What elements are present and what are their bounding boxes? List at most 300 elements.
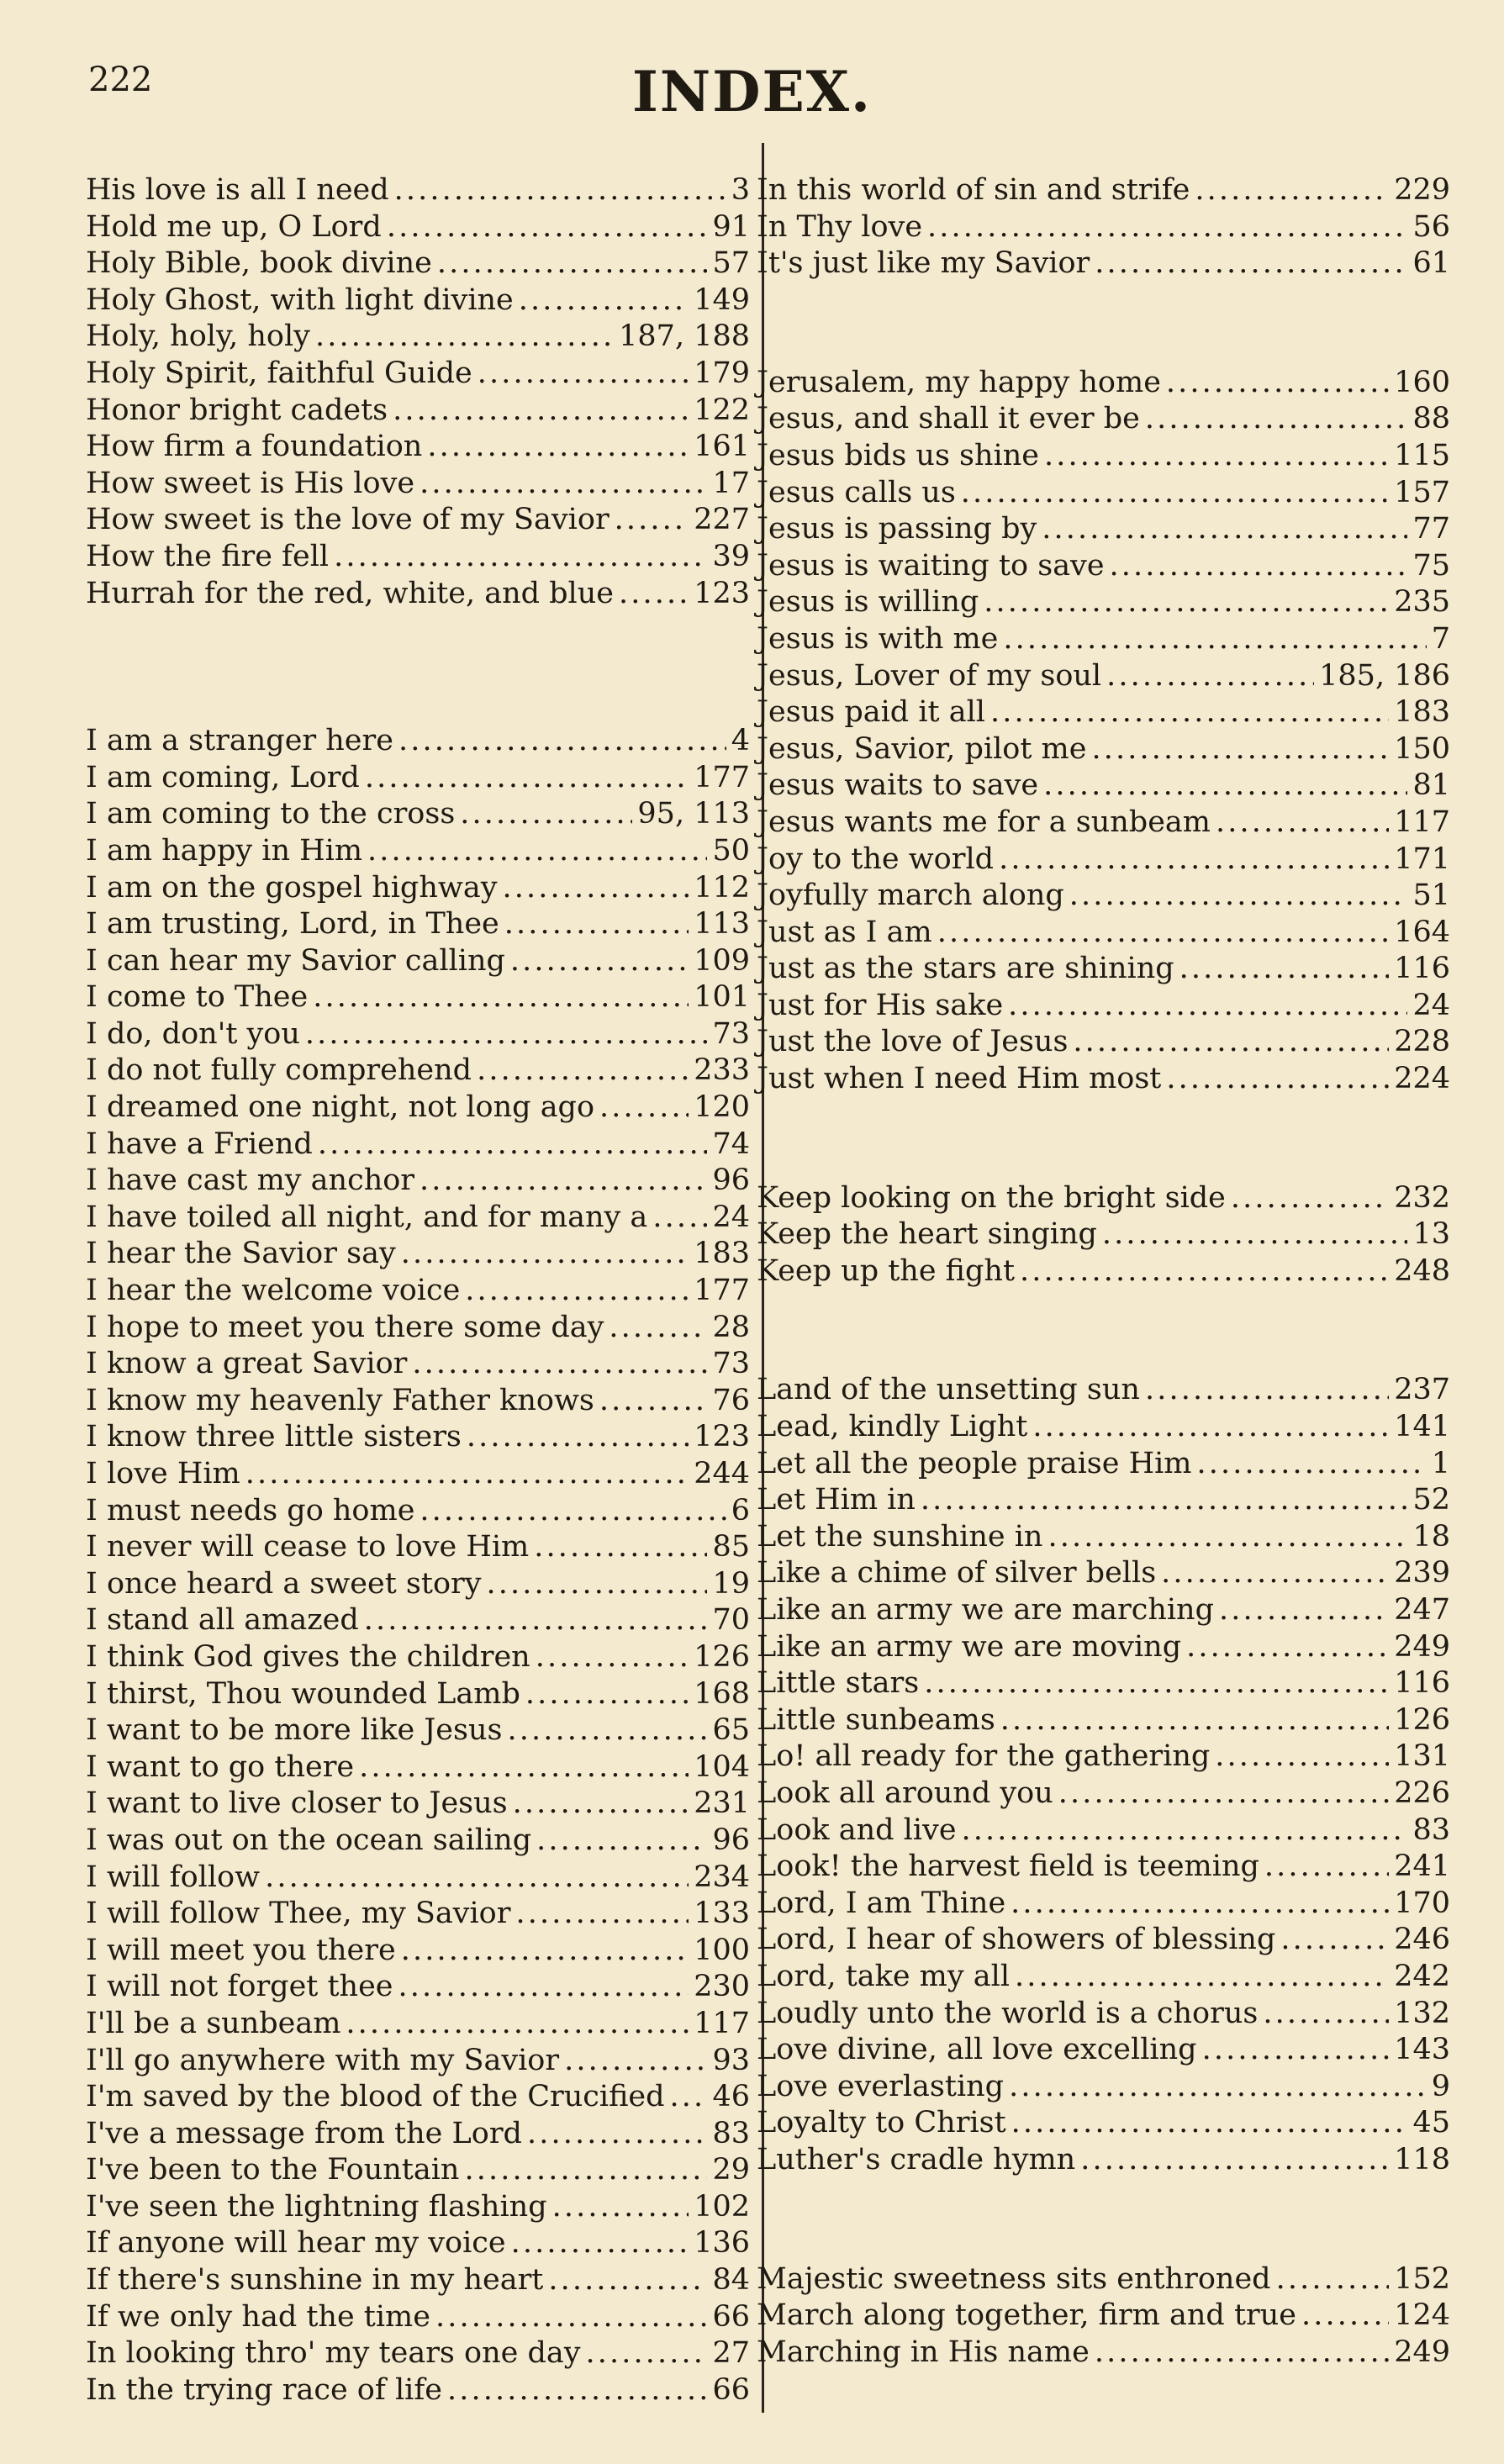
hymn-number: 242 bbox=[1394, 1959, 1450, 1993]
index-entry bbox=[757, 878, 1450, 915]
hymn-title: I do, don't you bbox=[86, 1016, 300, 1051]
hymn-number: 29 bbox=[712, 2153, 750, 2187]
hymn-title: Marching in His name bbox=[757, 2335, 1090, 2369]
leader-dots bbox=[1011, 1886, 1389, 1923]
leader-dots bbox=[1091, 731, 1389, 768]
hymn-title: I can hear my Savior calling bbox=[86, 943, 505, 978]
leader-dots bbox=[961, 475, 1389, 512]
hymn-title: Jerusalem, my happy home bbox=[757, 365, 1161, 399]
hymn-number: 76 bbox=[712, 1383, 750, 1417]
hymn-number: 109 bbox=[694, 943, 750, 978]
hymn-title: I will follow bbox=[86, 1860, 261, 1894]
hymn-number: 124 bbox=[1394, 2298, 1450, 2333]
leader-dots bbox=[1161, 1555, 1389, 1592]
leader-dots bbox=[420, 1493, 726, 1530]
leader-dots bbox=[548, 2262, 707, 2299]
leader-dots bbox=[1058, 1775, 1389, 1812]
hymn-title: I will follow Thee, my Savior bbox=[86, 1897, 511, 1931]
hymn-title: Hurrah for the red, white, and blue bbox=[86, 576, 615, 610]
leader-dots bbox=[599, 1383, 708, 1420]
leader-dots bbox=[513, 1786, 689, 1823]
hymn-title: Majestic sweetness sits enthroned bbox=[757, 2261, 1271, 2296]
hymn-number: 91 bbox=[712, 209, 750, 244]
hymn-title: Jesus wants me for a sunbeam bbox=[757, 805, 1211, 839]
leader-dots bbox=[619, 576, 689, 613]
leader-dots bbox=[315, 319, 614, 356]
hymn-number: 51 bbox=[1412, 878, 1450, 913]
leader-dots bbox=[927, 209, 1407, 246]
index-entry bbox=[757, 2335, 1450, 2372]
index-entry bbox=[757, 1372, 1450, 1409]
hymn-number: 117 bbox=[694, 2006, 750, 2040]
index-entry bbox=[757, 1849, 1450, 1886]
leader-dots bbox=[1095, 245, 1407, 282]
hymn-title: I think God gives the children bbox=[86, 1639, 530, 1674]
hymn-title: Let all the people praise Him bbox=[757, 1446, 1192, 1480]
index-entry bbox=[757, 1996, 1450, 2033]
index-entry bbox=[757, 1180, 1450, 1217]
index-entry bbox=[86, 539, 750, 576]
leader-dots bbox=[984, 584, 1389, 621]
index-entry bbox=[86, 429, 750, 466]
index-entry bbox=[86, 1493, 750, 1530]
leader-dots bbox=[1095, 2335, 1389, 2372]
leader-dots bbox=[1179, 951, 1390, 988]
leader-dots bbox=[615, 502, 689, 539]
index-entry bbox=[86, 2079, 750, 2116]
index-entry bbox=[86, 2152, 750, 2189]
hymn-number: 122 bbox=[694, 393, 750, 427]
leader-dots bbox=[412, 1346, 707, 1383]
index-entry bbox=[86, 760, 750, 797]
hymn-title: Little sunbeams bbox=[757, 1702, 995, 1737]
hymn-title: I hear the welcome voice bbox=[86, 1274, 461, 1308]
index-entry bbox=[757, 951, 1450, 988]
hymn-title: I am trusting, Lord, in Thee bbox=[86, 907, 499, 942]
leader-dots bbox=[1043, 768, 1407, 805]
index-entry bbox=[757, 768, 1450, 805]
index-entry bbox=[86, 2335, 750, 2372]
index-entry bbox=[757, 1482, 1450, 1519]
hymn-number: 24 bbox=[1412, 988, 1450, 1022]
leader-dots bbox=[1280, 1922, 1389, 1959]
hymn-title: How firm a foundation bbox=[86, 430, 423, 464]
leader-dots bbox=[359, 1749, 689, 1786]
hymn-number: 171 bbox=[1394, 842, 1450, 876]
hymn-title: I've seen the lightning flashing bbox=[86, 2189, 547, 2224]
hymn-number: 93 bbox=[712, 2043, 750, 2077]
hymn-number: 96 bbox=[712, 1823, 750, 1857]
hymn-number: 116 bbox=[1394, 1666, 1450, 1701]
hymn-title: Jesus is waiting to save bbox=[757, 548, 1105, 583]
hymn-number: 187, 188 bbox=[619, 319, 750, 354]
index-entry bbox=[86, 393, 750, 430]
hymn-title: I have toiled all night, and for many a bbox=[86, 1200, 648, 1234]
hymn-number: 179 bbox=[694, 356, 750, 390]
hymn-title: If anyone will hear my voice bbox=[86, 2226, 506, 2261]
index-entry bbox=[757, 1922, 1450, 1959]
hymn-title: Let the sunshine in bbox=[757, 1519, 1043, 1554]
group-spacer bbox=[757, 1290, 1450, 1372]
hymn-title: Honor bright cadets bbox=[86, 393, 388, 427]
hymn-number: 177 bbox=[694, 760, 750, 794]
index-entry bbox=[86, 870, 750, 907]
leader-dots bbox=[534, 1529, 707, 1566]
hymn-title: I'll go anywhere with my Savior bbox=[86, 2043, 560, 2077]
hymn-number: 232 bbox=[1394, 1180, 1450, 1215]
index-entry bbox=[757, 1812, 1450, 1849]
index-entry bbox=[86, 1639, 750, 1676]
index-entry bbox=[86, 2006, 750, 2043]
hymn-title: Lo! all ready for the gathering bbox=[757, 1739, 1211, 1774]
hymn-number: 46 bbox=[712, 2080, 750, 2114]
hymn-number: 113 bbox=[694, 907, 750, 942]
hymn-number: 18 bbox=[1412, 1519, 1450, 1554]
leader-dots bbox=[487, 1566, 708, 1603]
leader-dots bbox=[1080, 2142, 1389, 2179]
hymn-title: Just for His sake bbox=[757, 988, 1004, 1022]
hymn-number: 229 bbox=[1394, 173, 1450, 207]
leader-dots bbox=[1145, 1372, 1389, 1409]
hymn-title: Lead, kindly Light bbox=[757, 1410, 1028, 1444]
index-entry bbox=[86, 1090, 750, 1126]
hymn-number: 244 bbox=[694, 1457, 750, 1491]
leader-dots bbox=[652, 1200, 707, 1237]
hymn-title: I was out on the ocean sailing bbox=[86, 1823, 532, 1857]
leader-dots bbox=[427, 429, 689, 466]
hymn-title: I will meet you there bbox=[86, 1933, 396, 1967]
hymn-number: 136 bbox=[694, 2226, 750, 2261]
hymn-title: Holy Bible, book divine bbox=[86, 246, 432, 281]
index-entry bbox=[86, 2372, 750, 2409]
leader-dots bbox=[999, 842, 1389, 878]
hymn-number: 61 bbox=[1412, 246, 1450, 281]
index-group bbox=[757, 1372, 1450, 2178]
leader-dots bbox=[1166, 1061, 1389, 1098]
leader-dots bbox=[1102, 1216, 1408, 1253]
leader-dots bbox=[1048, 1519, 1407, 1556]
index-entry bbox=[757, 1775, 1450, 1812]
hymn-title: March along together, firm and true bbox=[757, 2298, 1296, 2333]
leader-dots bbox=[447, 2372, 707, 2409]
hymn-title: If there's sunshine in my heart bbox=[86, 2263, 544, 2298]
hymn-number: 164 bbox=[1394, 915, 1450, 949]
leader-dots bbox=[460, 796, 632, 833]
hymn-number: 126 bbox=[694, 1639, 750, 1674]
index-entry bbox=[757, 2298, 1450, 2335]
index-entry bbox=[757, 805, 1450, 842]
index-entry bbox=[86, 2225, 750, 2262]
hymn-title: Like an army we are moving bbox=[757, 1629, 1182, 1664]
leader-dots bbox=[1219, 1592, 1389, 1629]
index-entry bbox=[86, 2043, 750, 2080]
leader-dots bbox=[305, 1016, 708, 1053]
index-entry bbox=[86, 2189, 750, 2226]
hymn-title: Like a chime of silver bells bbox=[757, 1556, 1157, 1591]
leader-dots bbox=[464, 2152, 707, 2189]
hymn-title: Love divine, all love excelling bbox=[757, 2033, 1197, 2067]
index-entry bbox=[757, 548, 1450, 585]
hymn-number: 45 bbox=[1412, 2106, 1450, 2140]
hymn-number: 115 bbox=[1394, 438, 1450, 472]
hymn-number: 241 bbox=[1394, 1849, 1450, 1884]
index-entry bbox=[86, 1310, 750, 1347]
leader-dots bbox=[478, 356, 689, 393]
hymn-title: Luther's cradle hymn bbox=[757, 2142, 1076, 2176]
hymn-title: I've a message from the Lord bbox=[86, 2116, 522, 2150]
leader-dots bbox=[1231, 1180, 1389, 1217]
hymn-title: If we only had the time bbox=[86, 2299, 430, 2334]
hymn-number: 177 bbox=[694, 1274, 750, 1308]
hymn-title: Look all around you bbox=[757, 1775, 1053, 1810]
hymn-title: I am coming to the cross bbox=[86, 797, 456, 831]
leader-dots bbox=[393, 393, 689, 430]
index-entry bbox=[757, 2261, 1450, 2298]
index-group bbox=[757, 172, 1450, 282]
index-entry bbox=[757, 1739, 1450, 1775]
hymn-number: 24 bbox=[712, 1200, 750, 1234]
hymn-title: I have cast my anchor bbox=[86, 1163, 415, 1198]
hymn-number: 143 bbox=[1394, 2033, 1450, 2067]
hymn-title: I know my heavenly Father knows bbox=[86, 1383, 594, 1417]
hymn-title: Lord, I am Thine bbox=[757, 1886, 1006, 1920]
leader-dots bbox=[420, 466, 707, 503]
leader-dots bbox=[1110, 548, 1408, 585]
index-entry bbox=[86, 979, 750, 1016]
hymn-title: Lord, take my all bbox=[757, 1959, 1011, 1993]
index-entry bbox=[757, 245, 1450, 282]
hymn-number: 157 bbox=[1394, 475, 1450, 509]
index-entry bbox=[757, 731, 1450, 768]
hymn-title: How sweet is the love of my Savior bbox=[86, 503, 610, 537]
index-entry bbox=[86, 466, 750, 503]
hymn-title: I want to live closer to Jesus bbox=[86, 1786, 508, 1821]
index-entry bbox=[86, 1200, 750, 1237]
leader-dots bbox=[420, 1163, 707, 1200]
group-spacer bbox=[757, 2179, 1450, 2261]
index-entry bbox=[86, 2299, 750, 2336]
leader-dots bbox=[1000, 1702, 1389, 1739]
hymn-number: 56 bbox=[1412, 209, 1450, 244]
hymn-title: Keep the heart singing bbox=[757, 1217, 1097, 1252]
group-spacer bbox=[86, 612, 750, 723]
hymn-number: 123 bbox=[694, 576, 750, 610]
hymn-number: 112 bbox=[694, 870, 750, 905]
hymn-title: In Thy love bbox=[757, 209, 923, 244]
hymn-title: Jesus waits to save bbox=[757, 768, 1039, 803]
leader-dots bbox=[1166, 365, 1389, 402]
hymn-number: 19 bbox=[712, 1566, 750, 1601]
hymn-number: 224 bbox=[1394, 1062, 1450, 1096]
index-entry bbox=[757, 209, 1450, 246]
index-group bbox=[757, 1180, 1450, 1290]
hymn-title: Joy to the world bbox=[757, 842, 995, 876]
leader-dots bbox=[527, 2116, 708, 2153]
leader-dots bbox=[519, 282, 689, 319]
hymn-number: 28 bbox=[712, 1310, 750, 1344]
hymn-number: 70 bbox=[712, 1603, 750, 1638]
hymn-number: 65 bbox=[712, 1713, 750, 1748]
hymn-title: Just as the stars are shining bbox=[757, 952, 1174, 986]
hymn-number: 117 bbox=[1394, 805, 1450, 839]
hymn-number: 66 bbox=[712, 2299, 750, 2334]
hymn-title: Hold me up, O Lord bbox=[86, 209, 382, 244]
hymn-number: 132 bbox=[1394, 1996, 1450, 2030]
hymn-title: Keep up the fight bbox=[757, 1253, 1016, 1288]
hymn-title: Jesus, and shall it ever be bbox=[757, 402, 1140, 436]
hymn-number: 226 bbox=[1394, 1775, 1450, 1810]
hymn-number: 228 bbox=[1394, 1025, 1450, 1059]
hymn-title: Jesus bids us shine bbox=[757, 438, 1040, 472]
group-spacer bbox=[757, 282, 1450, 365]
hymn-title: Loudly unto the world is a chorus bbox=[757, 1996, 1259, 2030]
index-entry bbox=[757, 2032, 1450, 2069]
index-entry bbox=[86, 1419, 750, 1456]
hymn-number: 7 bbox=[1431, 621, 1450, 656]
hymn-number: 13 bbox=[1412, 1217, 1450, 1252]
index-entry bbox=[757, 915, 1450, 952]
hymn-title: I have a Friend bbox=[86, 1126, 313, 1161]
index-entry bbox=[757, 1886, 1450, 1923]
hymn-number: 50 bbox=[712, 833, 750, 868]
index-entry bbox=[757, 475, 1450, 512]
hymn-number: 81 bbox=[1412, 768, 1450, 803]
leader-dots bbox=[1195, 172, 1389, 209]
hymn-number: 73 bbox=[712, 1347, 750, 1381]
index-group bbox=[86, 723, 750, 2409]
hymn-title: Jesus, Lover of my soul bbox=[757, 658, 1102, 693]
index-entry bbox=[86, 1163, 750, 1200]
hymn-number: 73 bbox=[712, 1016, 750, 1051]
hymn-number: 183 bbox=[694, 1237, 750, 1271]
hymn-title: I want to go there bbox=[86, 1749, 355, 1784]
hymn-number: 168 bbox=[694, 1676, 750, 1711]
hymn-title: I want to be more like Jesus bbox=[86, 1713, 503, 1748]
index-entry bbox=[86, 502, 750, 539]
hymn-number: 235 bbox=[1394, 585, 1450, 620]
hymn-title: Lord, I hear of showers of blessing bbox=[757, 1923, 1276, 1957]
hymn-number: 152 bbox=[1394, 2261, 1450, 2296]
index-entry bbox=[757, 988, 1450, 1025]
index-entry bbox=[86, 1896, 750, 1933]
leader-dots bbox=[1215, 1739, 1389, 1775]
hymn-title: Love everlasting bbox=[757, 2069, 1005, 2103]
hymn-number: 83 bbox=[712, 2116, 750, 2150]
leader-dots bbox=[962, 1812, 1408, 1849]
leader-dots bbox=[398, 1969, 689, 2006]
index-entry bbox=[86, 1712, 750, 1749]
hymn-number: 170 bbox=[1394, 1886, 1450, 1920]
leader-dots bbox=[990, 694, 1389, 731]
hymn-title: I'm saved by the blood of the Crucified bbox=[86, 2080, 665, 2114]
index-entry bbox=[757, 1409, 1450, 1446]
leader-dots bbox=[387, 209, 708, 246]
hymn-title: Holy, holy, holy bbox=[86, 319, 310, 354]
index-entry bbox=[86, 282, 750, 319]
hymn-title: Just the love of Jesus bbox=[757, 1025, 1069, 1059]
leader-dots bbox=[609, 1310, 707, 1347]
hymn-number: 230 bbox=[694, 1970, 750, 2004]
index-entry bbox=[86, 1860, 750, 1897]
hymn-number: 231 bbox=[694, 1786, 750, 1821]
index-entry bbox=[86, 833, 750, 870]
hymn-number: 247 bbox=[1394, 1593, 1450, 1627]
hymn-title: I dreamed one night, not long ago bbox=[86, 1090, 595, 1125]
hymn-title: Land of the unsetting sun bbox=[757, 1373, 1140, 1407]
hymn-title: I am on the gospel highway bbox=[86, 870, 498, 905]
leader-dots bbox=[1276, 2261, 1390, 2298]
index-entry bbox=[757, 1702, 1450, 1739]
leader-dots bbox=[365, 760, 689, 797]
leader-dots bbox=[318, 1126, 708, 1163]
leader-dots bbox=[245, 1456, 689, 1493]
leader-dots bbox=[1008, 988, 1407, 1025]
leader-dots bbox=[1044, 438, 1389, 475]
leader-dots bbox=[1106, 658, 1314, 695]
hymn-number: 118 bbox=[1394, 2142, 1450, 2176]
leader-dots bbox=[398, 723, 726, 760]
index-entry bbox=[757, 365, 1450, 402]
hymn-number: 95, 113 bbox=[637, 797, 750, 831]
hymn-number: 104 bbox=[694, 1749, 750, 1784]
leader-dots bbox=[924, 1665, 1389, 1702]
leader-dots bbox=[1216, 805, 1389, 842]
index-entry bbox=[86, 1933, 750, 1970]
hymn-number: 185, 186 bbox=[1319, 658, 1450, 693]
leader-dots bbox=[1032, 1409, 1389, 1446]
hymn-number: 227 bbox=[694, 503, 750, 537]
hymn-number: 27 bbox=[712, 2336, 750, 2371]
index-entry bbox=[757, 2105, 1450, 2142]
index-entry bbox=[86, 172, 750, 209]
hymn-number: 120 bbox=[694, 1090, 750, 1125]
hymn-title: His love is all I need bbox=[86, 173, 389, 207]
hymn-title: Jesus is with me bbox=[757, 621, 999, 656]
hymn-number: 237 bbox=[1394, 1373, 1450, 1407]
hymn-title: I never will cease to love Him bbox=[86, 1530, 530, 1564]
leader-dots bbox=[1263, 1996, 1389, 2033]
hymn-number: 249 bbox=[1394, 2335, 1450, 2369]
leader-dots bbox=[1009, 2069, 1427, 2106]
leader-dots bbox=[346, 2006, 689, 2043]
leader-dots bbox=[536, 1823, 707, 1860]
hymn-number: 126 bbox=[1394, 1702, 1450, 1737]
index-entry bbox=[757, 1665, 1450, 1702]
leader-dots bbox=[510, 943, 689, 980]
leader-dots bbox=[937, 915, 1390, 952]
index-entry bbox=[86, 1383, 750, 1420]
hymn-number: 133 bbox=[694, 1897, 750, 1931]
leader-dots bbox=[465, 1273, 689, 1310]
hymn-title: I am coming, Lord bbox=[86, 760, 360, 794]
leader-dots bbox=[1145, 401, 1408, 438]
leader-dots bbox=[586, 2335, 708, 2372]
page-number: 222 bbox=[88, 61, 153, 99]
index-entry bbox=[757, 438, 1450, 475]
hymn-number: 149 bbox=[694, 282, 750, 317]
leader-dots bbox=[515, 1896, 689, 1933]
hymn-title: Look and live bbox=[757, 1812, 957, 1847]
hymn-number: 161 bbox=[694, 430, 750, 464]
hymn-title: I stand all amazed bbox=[86, 1603, 359, 1638]
hymn-number: 150 bbox=[1394, 731, 1450, 766]
hymn-title: Jesus paid it all bbox=[757, 695, 985, 730]
leader-dots bbox=[1069, 878, 1408, 915]
hymn-title: Jesus, Savior, pilot me bbox=[757, 731, 1087, 766]
leader-dots bbox=[1264, 1849, 1389, 1886]
index-entry bbox=[86, 2116, 750, 2153]
leader-dots bbox=[401, 1236, 689, 1273]
